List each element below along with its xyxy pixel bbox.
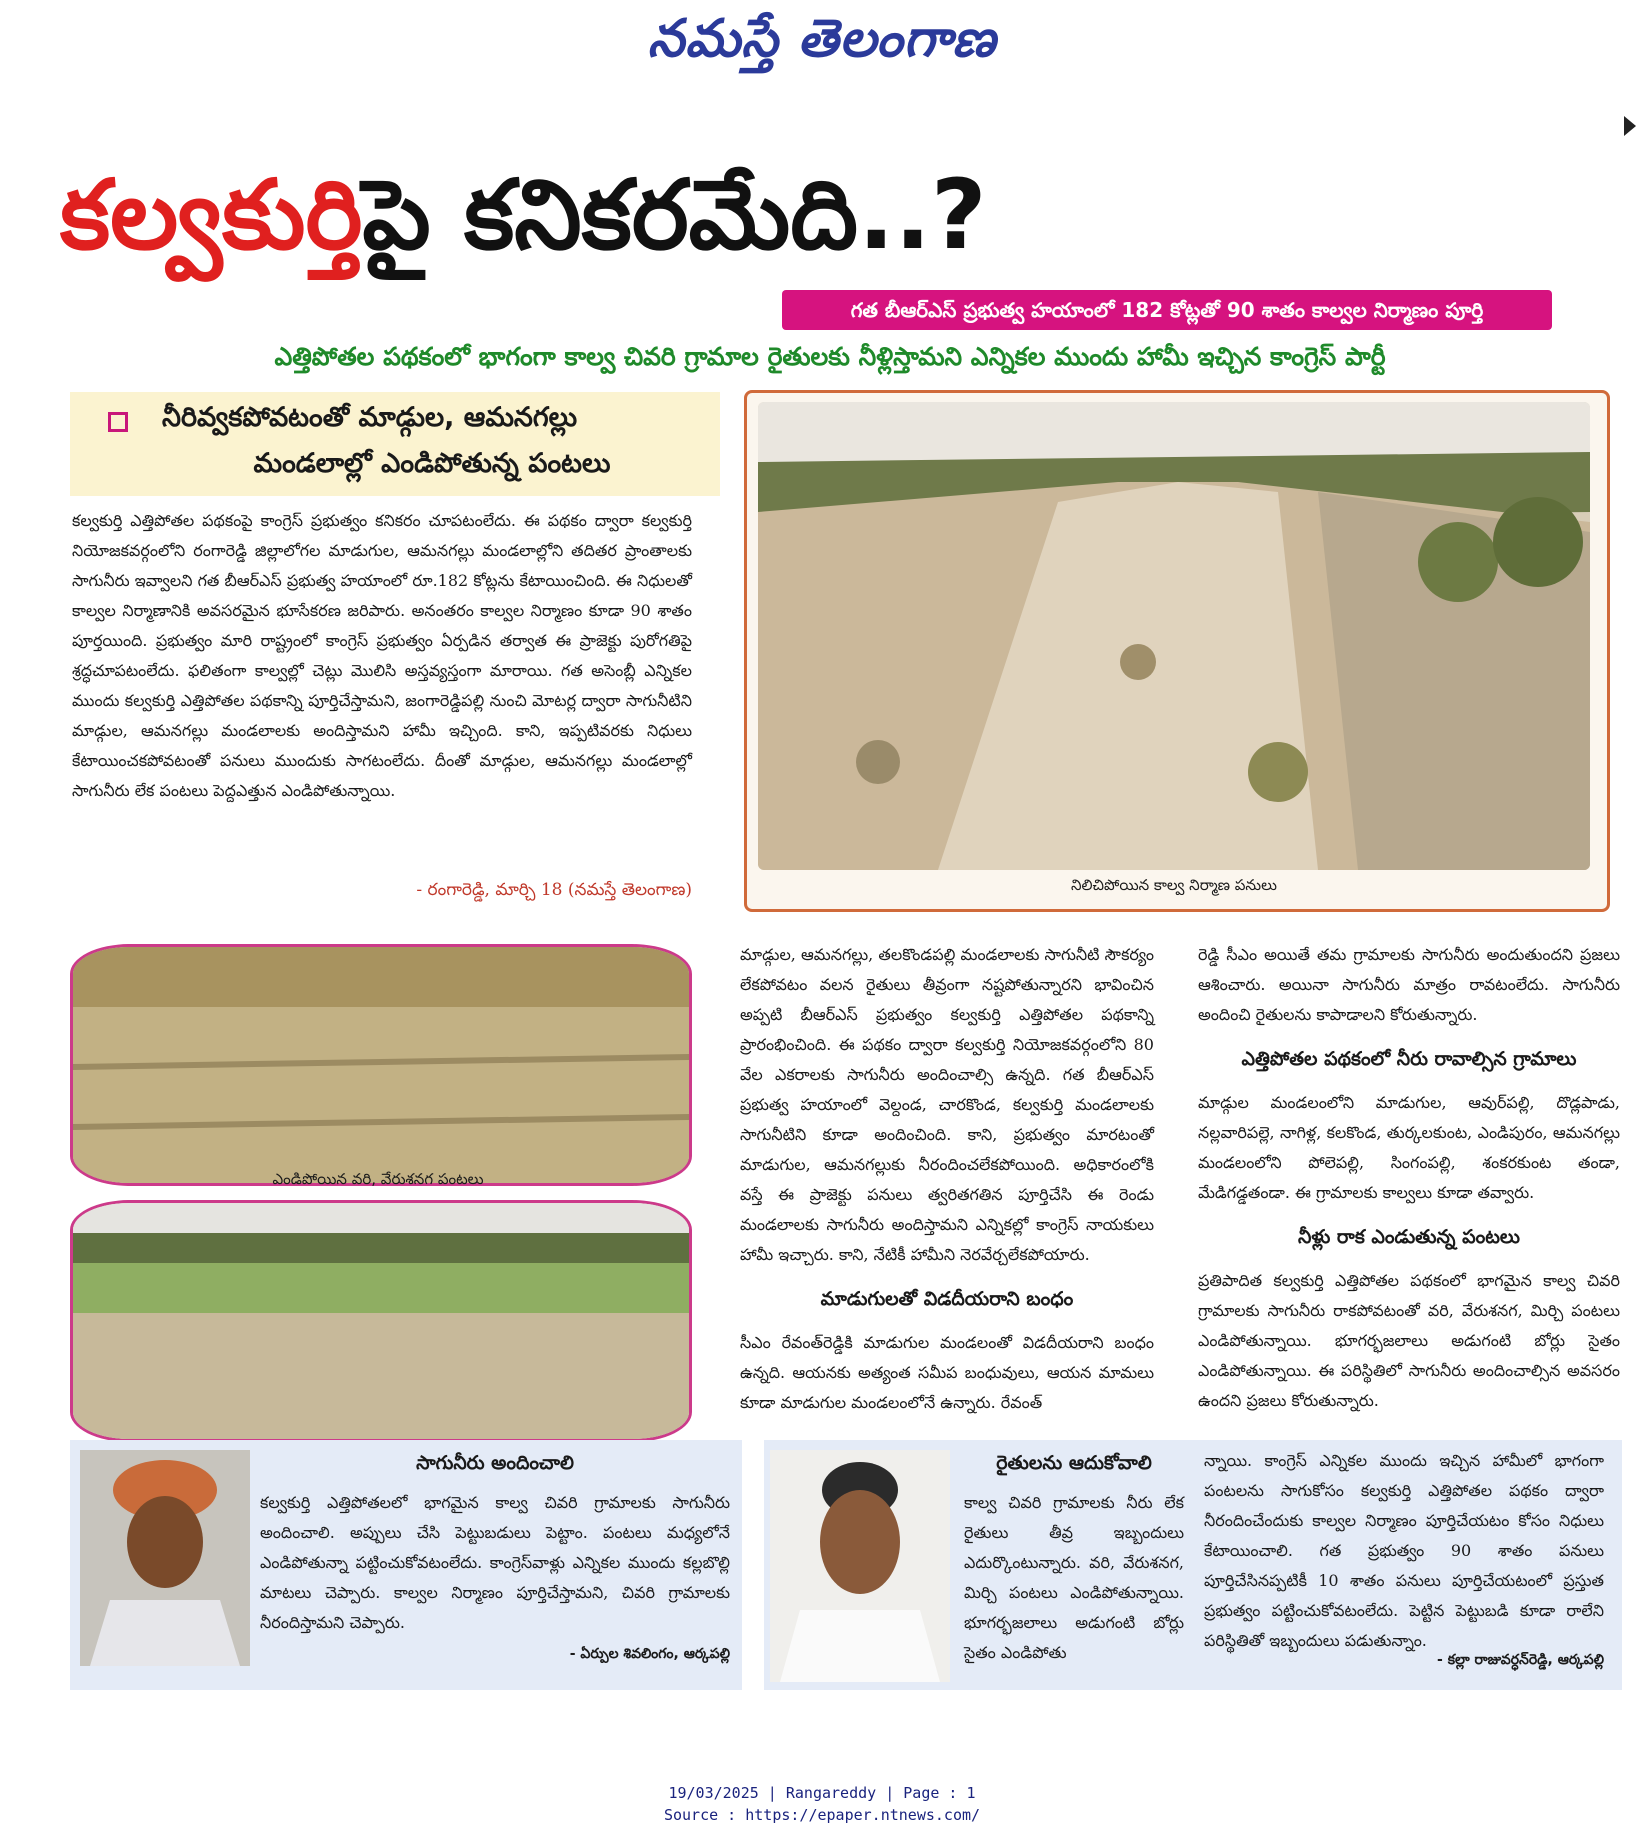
quote-box-2: [764, 1440, 1622, 1690]
col3-paragraph-2: మాడ్గుల మండలంలోని మాడుగుల, ఆవుర్‌పల్లి, దొడ్లపాడు, నల్లవారిపల్లె, నాగిళ్ల, కలకొండ, తుర్కలకుంట, ఎండిపురం, ఆమనగల్లు మండలంలోని పోలెపల్లి, సింగంపల్లి, శంకరకుంట తండా, మేడిగడ్డతండా. ఈ గ్రామాలకు కాల్వలు కూడా తవ్వారు.: [1198, 1093, 1620, 1202]
col3-subheading-1: ఎత్తిపోతల పథకంలో నీరు రావాల్సిన గ్రామాలు: [1241, 1048, 1577, 1070]
col3-subheading-2: నీళ్లు రాక ఎండుతున్న పంటలు: [1298, 1226, 1520, 1248]
dry-crop-photo-1: [70, 944, 692, 1186]
col2-paragraph-2: సీఎం రేవంత్‌రెడ్డికి మాడుగుల మండలంతో విడదీయరాని బంధం ఉన్నది. ఆయనకు అత్యంత సమీప బంధువులు, ఆయన మామలు కూడా మాడుగుల మండలంలోనే ఉన్నారు. రేవంత్: [740, 1333, 1154, 1412]
quote-box-2-title: రైతులను ఆదుకోవాలి: [996, 1452, 1152, 1474]
green-subheadline: ఎత్తిపోతల పథకంలో భాగంగా కాల్వ చివరి గ్రామాల రైతులకు నీళ్లిస్తామని ఎన్నికల ముందు హామీ ఇచ్చిన కాంగ్రెస్ పార్టీ: [274, 342, 1386, 371]
col2-paragraph: మాడ్గుల, ఆమనగల్లు, తలకొండపల్లి మండలాలకు సాగునీటి సౌకర్యం లేకపోవటం వలన రైతులు తీవ్రంగా నష్టపోతున్నారని భావించిన అప్పటి బీఆర్ఎస్ ప్రభుత్వం కల్వకుర్తి ఎత్తిపోతల పథకాన్ని ప్రారంభించింది. ఈ పథకం ద్వారా కల్వకుర్తి నియోజకవర్గంలోని 80 వేల ఎకరాలకు సాగునీరు అందించాల్సి ఉన్నది. గత బీఆర్ఎస్ ప్రభుత్వ హయాంలో వెల్దండ, చారకొండ, కల్వకుర్తి మండలాలకు సాగునీటిని కూడా అందించింది. కాని, ప్రభుత్వం మారటంతో మాడుగుల, ఆమనగల్లుకు నీరందించలేకపోయింది. అధికారంలోకి వస్తే ఈ ప్రాజెక్టు పనులు త్వరితగతిన పూర్తిచేసి ఈ రెండు మండలాలకు సాగునీరు అందిస్తామని ఎన్నికల్లో కాంగ్రెస్ నాయకులు హామీ ఇచ్చారు. కాని, నేటికీ హామీని నెరవేర్చలేకపోయారు.: [740, 945, 1154, 1264]
highlight-box: [70, 392, 720, 496]
next-page-arrow-icon[interactable]: [1624, 116, 1636, 136]
highlight-line-1: నీరివ్వకపోవటంతో మాడ్గుల, ఆమనగల్లు: [162, 402, 578, 433]
quote-box-2-text-a: కాల్వ చివరి గ్రామాలకు నీరు లేక రైతులు తీవ్ర ఇబ్బందులు ఎదుర్కొంటున్నారు. వరి, వేరుశనగ, మిర్చి పంటలు ఎండిపోతున్నాయి. భూగర్భజలాలు అడుగంటి బోర్లు సైతం ఎండిపోతు: [964, 1493, 1184, 1662]
column-3: [1198, 940, 1620, 1416]
dry-canal-photo: [758, 402, 1590, 870]
quote-box-1-text: కల్వకుర్తి ఎత్తిపోతలలో భాగమైన కాల్వ చివరి గ్రామాలకు సాగునీరు అందించాలి. అప్పులు చేసి పెట్టుబడులు పెట్టాం. పంటలు మధ్యలోనే ఎండిపోతున్నా పట్టించుకోవటంలేదు. కాంగ్రెస్‌వాళ్లు ఎన్నికల ముందు కల్లబొల్లి మాటలు చెప్పారు. కాల్వల నిర్మాణం పూర్తిచేస్తామని, చివరి గ్రామాలకు నీరందిస్తామని చెప్పారు.: [260, 1493, 730, 1632]
quote-box-2-signature: - కల్లా రాజువర్ధన్‌రెడ్డి, ఆర్కపల్లి: [1437, 1652, 1604, 1668]
highlight-line-2: మండలాల్లో ఎండిపోతున్న పంటలు: [253, 448, 611, 479]
column-2: [740, 940, 1154, 1418]
quote-box-1-title: సాగునీరు అందించాలి: [416, 1452, 574, 1474]
quote-box-1-signature: - ఏర్పుల శివలింగం, ఆర్కపల్లి: [569, 1646, 730, 1662]
dry-crop-photo-2: [70, 1200, 692, 1442]
farmer-portrait-2: [770, 1450, 950, 1682]
lead-paragraph: కల్వకుర్తి ఎత్తిపోతల పథకంపై కాంగ్రెస్ ప్రభుత్వం కనికరం చూపటంలేదు. ఈ పథకం ద్వారా కల్వకుర్తి నియోజకవర్గంలోని రంగారెడ్డి జిల్లాలోగల మాడుగుల, ఆమనగల్లు మండలాల్లోని తదితర ప్రాంతాలకు సాగునీరు ఇవ్వాలని గత బీఆర్ఎస్ ప్రభుత్వ హయాంలో రూ.182 కోట్లను కేటాయించింది. ఈ నిధులతో కాల్వల నిర్మాణానికి అవసరమైన భూసేకరణ జరిపారు. అనంతరం కాల్వల నిర్మాణం కూడా 90 శాతం పూర్తయింది. ప్రభుత్వం మారి రాష్ట్రంలో కాంగ్రెస్ ప్రభుత్వం ఏర్పడిన తర్వాత ఈ ప్రాజెక్టు పురోగతిపై శ్రద్ధచూపటంలేదు. ఫలితంగా కాల్వల్లో చెట్లు మొలిసి అస్తవ్యస్తంగా మారాయి. గత అసెంబ్లీ ఎన్నికల ముందు కల్వకుర్తి ఎత్తిపోతల పథకాన్ని పూర్తిచేస్తామని, జంగారెడ్డిపల్లి నుంచి మోటర్ల ద్వారా సాగునీటిని మాడ్గుల, ఆమనగల్లు మండలాలకు అందిస్తామని హామీ ఇచ్చింది. కాని, ఇప్పటివరకు నిధులు కేటాయించకపోవటంతో పనులు ముందుకు సాగటంలేదు. దీంతో మాడ్గుల, ఆమనగల్లు మండలాల్లో సాగునీరు లేక పంటలు పెద్దఎత్తున ఎండిపోతున్నాయి.: [72, 511, 692, 800]
footer-date-edition: 19/03/2025 | Rangareddy | Page : 1: [668, 1784, 976, 1802]
pink-strap: గత బీఆర్ఎస్ ప్రభుత్వ హయాంలో 182 కోట్లతో 90 శాతం కాల్వల నిర్మాణం పూర్తి: [782, 290, 1552, 330]
footer: [0, 1782, 1644, 1826]
masthead-logo: నమస్తే తెలంగాణ: [647, 8, 997, 69]
crop-photo-caption: ఎండిపోయిన వరి, వేరుశనగ పంటలు: [272, 1170, 484, 1188]
farmer-portrait-1: [80, 1450, 250, 1666]
headline-black-part: పై కనికరమేది..?: [362, 159, 987, 271]
col3-paragraph-1: రెడ్డి సీఎం అయితే తమ గ్రామాలకు సాగునీరు అందుతుందని ప్రజలు ఆశించారు. అయినా సాగునీరు మాత్రం రావటంలేదు. సాగునీరు అందించి రైతులను కాపాడాలని కోరుతున్నారు.: [1198, 945, 1620, 1024]
main-photo-caption: నిలిచిపోయిన కాల్వ నిర్మాణ పనులు: [1071, 876, 1277, 894]
footer-source-link[interactable]: Source : https://epaper.ntnews.com/: [663, 1806, 981, 1824]
col3-paragraph-3: ప్రతిపాదిత కల్వకుర్తి ఎత్తిపోతల పథకంలో భాగమైన కాల్వ చివరి గ్రామాలకు సాగునీరు రాకపోవటంతో వరి, వేరుశనగ, మిర్చి పంటలు ఎండిపోతున్నాయి. భూగర్భజలాలు అడుగంటి బోర్లు సైతం ఎండిపోతున్నాయి. ఈ పరిస్థితిలో సాగునీరు అందించాల్సిన అవసరం ఉందని ప్రజలు కోరుతున్నారు.: [1198, 1271, 1620, 1410]
checkbox-bullet-icon: [108, 412, 128, 432]
quote-box-1: [70, 1440, 742, 1690]
col2-subheading: మాడుగులతో విడదీయరాని బంధం: [820, 1288, 1074, 1310]
quote-box-2-text-b: న్నాయి. కాంగ్రెస్ ఎన్నికల ముందు ఇచ్చిన హామీలో భాగంగా పంటలను సాగుకోసం కల్వకుర్తి ఎత్తిపోతల పథకం ద్వారా నీరందించేందుకు కాల్వల నిర్మాణం పూర్తిచేయటం కోసం నిధులు కేటాయించాలి. గత ప్రభుత్వం 90 శాతం పనులు పూర్తిచేసినప్పటికీ 10 శాతం పనులు పూర్తిచేయటంలో ప్రస్తుత ప్రభుత్వం పట్టించుకోవటంలేదు. పెట్టిన పెట్టుబడి కూడా రాలేని పరిస్థితితో ఇబ్బందులు పడుతున్నాం.: [1204, 1451, 1604, 1650]
headline-red-part: కల్వకుర్తి: [60, 159, 363, 271]
dateline: - రంగారెడ్డి, మార్చి 18 (నమస్తే తెలంగాణ): [416, 880, 692, 900]
headline: [60, 140, 1620, 290]
